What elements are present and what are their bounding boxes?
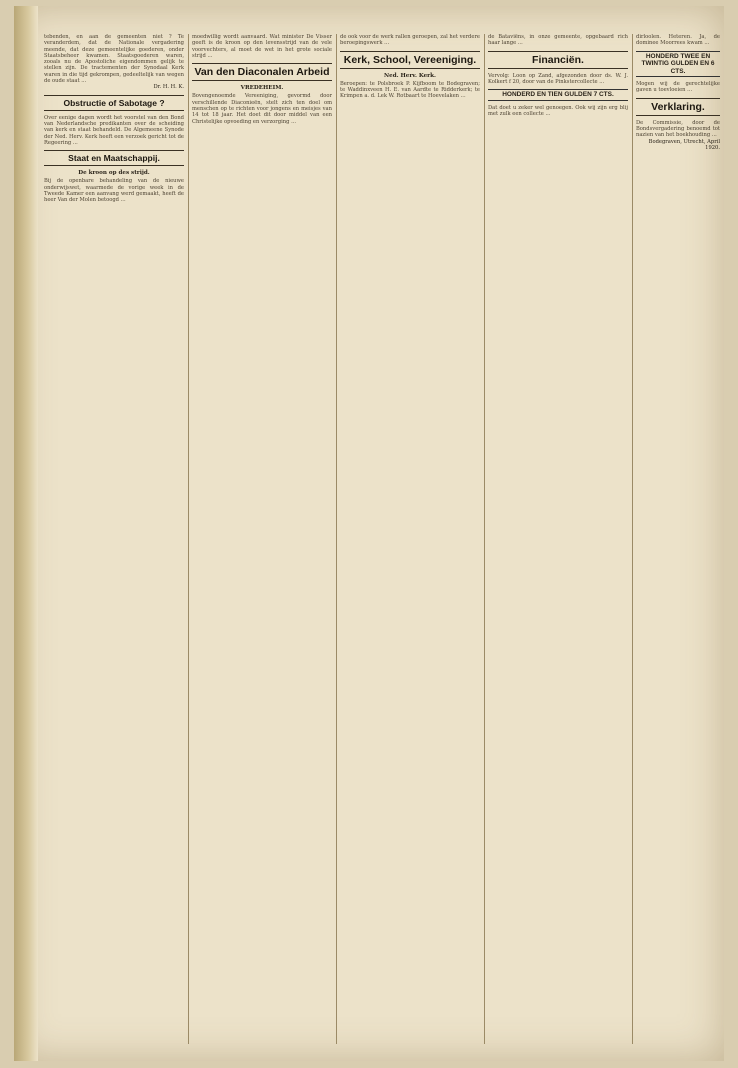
signature: Dr. H. H. K.	[153, 84, 184, 91]
advertisement-heading: HONDERD EN TIEN GULDEN 7 CTS.	[488, 89, 628, 101]
article-title: Kerk, School, Vereeniging.	[340, 51, 480, 69]
column-rule	[336, 34, 337, 1044]
article-text: moedwillig wordt aanvaard. Wat minister De Visser geeft is de kroon op den levensstrijd van de vele voorvechters, al moet de wet in het grote sociale strijd ...	[192, 34, 332, 59]
advertisement-heading: HONDERD TWEE EN TWINTIG GULDEN EN 6 CTS.	[636, 51, 720, 78]
column-rule	[188, 34, 189, 1044]
article-title: Financiën.	[488, 51, 628, 69]
column-3	[340, 34, 480, 1044]
article-text: tebenden, en aan de gemeenten niet ? Te veranderdem, dat de Nationale vergadering meende, dat deze gemeentelijke goederen, onder Staatsbeheer kwamen. Staatsgoederen waren, zooals nu de Apostoliche eigendommen gelijk te stellen zijn. De tractementen der Synodaal Kerk waren in die tijd gekrompen, gedeeltelijk van wegen de oude staat ...	[44, 34, 184, 85]
column-rule	[484, 34, 485, 1044]
article-text: Mogen wij de gerechtelijke gaven u toevloeien ...	[636, 81, 720, 94]
article-text: Beroepen: te Polsbroek P. Kijfboom te Bodegraven; te Waddinxveen H. E. van Aardte te Ridderkerk; te Krimpen a. d. Lek W. Rotbaart te Hoevelaken ...	[340, 80, 480, 100]
article-title: Obstructie of Sabotage ?	[44, 95, 184, 111]
article-subtitle: VREDEHEIM.	[240, 85, 284, 92]
column-rule	[632, 34, 633, 1044]
article-text: dirloolen. Heteren. Ja, de dominee Moorrees kwam ...	[636, 34, 720, 47]
article-title: Verklaring.	[636, 98, 720, 116]
binding-spine	[14, 6, 38, 1061]
article-text: Over eenige dagen wordt het voorstel van den Bond van Nederlandsche predikanten over de scheiding van kerk en staat behandeld. De Algemeene Synode der Ned. Herv. Kerk heeft een verzoek gericht tot de Regeering ...	[44, 114, 184, 146]
column-1	[44, 34, 184, 1044]
article-title: Staat en Maatschappij.	[44, 150, 184, 166]
article-subtitle: De kroon op des strijd.	[78, 170, 150, 177]
article-text: Vervolg: Loon op Zand, afgezonden door ds. W. J. Kolkert f 20, door van de Pinkstercollecte ...	[488, 72, 628, 85]
article-text: Bovengenoemde Vereeniging, gevormd door verschillende Diaconieën, stelt zich ten doel om menschen op te richten voor jongens en meisjes van 14 tot 18 jaar. Het doet dit door middel van een Christelijke opvoeding en verzorging ...	[192, 93, 332, 125]
newspaper-page	[14, 6, 724, 1061]
column-4	[488, 34, 628, 1044]
article-text: Dat doet u zeker wel genoegen. Ook wij zijn erg blij met zulk een collecte ...	[488, 104, 628, 117]
article-text: de ook voor de werk rallen geroepen, zal het verdere beroepingswerk ...	[340, 34, 480, 47]
article-text: Bij de openbare behandeling van de nieuwe onderwijswet, waarmede de vorige week in de Tweede Kamer een aanvang werd gemaakt, heeft de heer Van der Molen betoogd ...	[44, 178, 184, 204]
column-5	[636, 34, 720, 1044]
article-subtitle: Ned. Herv. Kerk.	[384, 72, 436, 79]
column-2	[192, 34, 332, 1044]
article-text: de Bataviëns, in onze gemeente, opgebaard rich haar lange ...	[488, 34, 628, 47]
article-text: De Commissie, door de Bondsvergadering benoemd tot nazien van het boekhouding ...	[636, 119, 720, 139]
place-date: Bodegraven, Utrecht, April 1920.	[648, 138, 720, 151]
article-title: Van den Diaconalen Arbeid	[192, 63, 332, 81]
